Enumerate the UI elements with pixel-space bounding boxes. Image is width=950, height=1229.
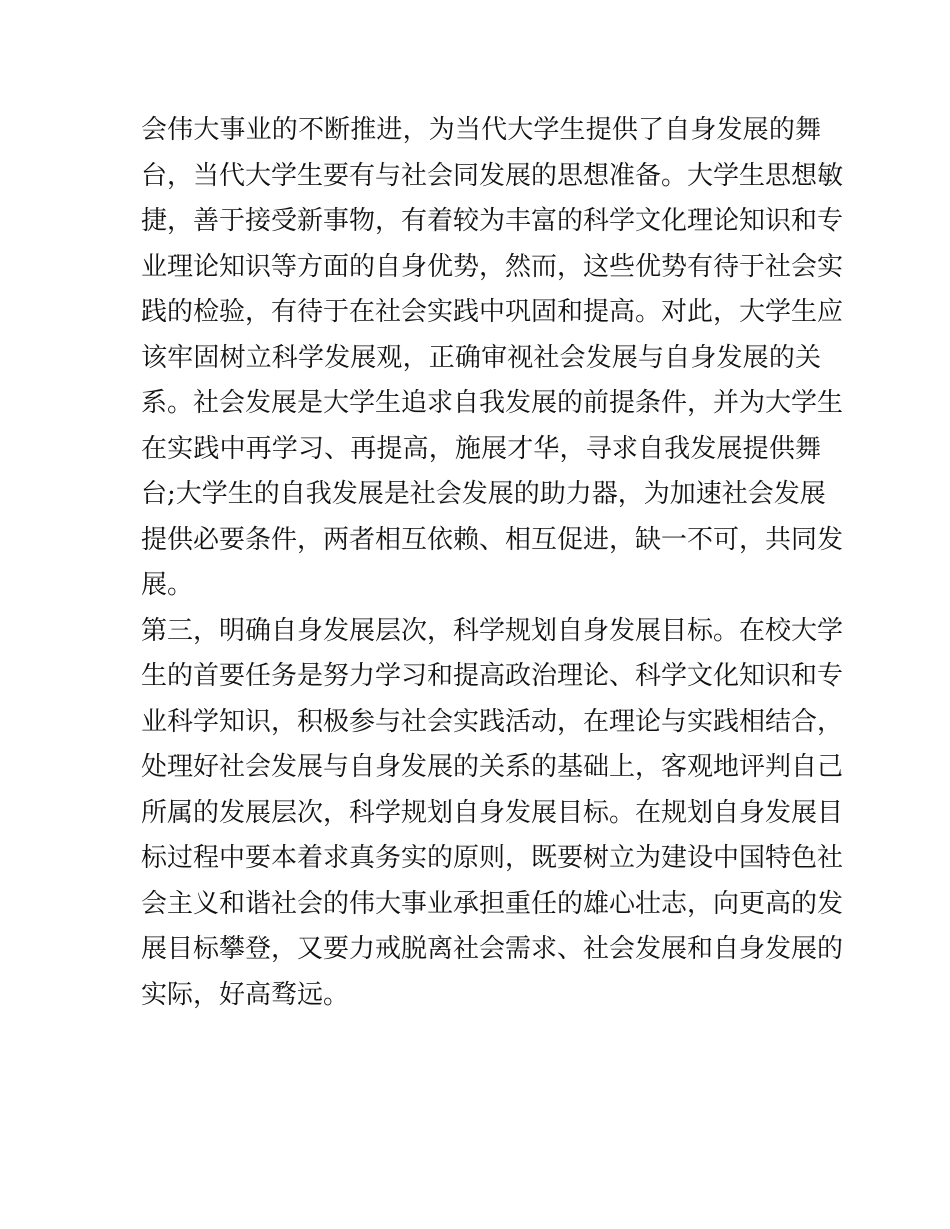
- paragraph-end-line: 实际，好高骛远。: [141, 979, 350, 1010]
- text-line: 台;大学生的自我发展是社会发展的助力器，为加速社会发展: [141, 479, 826, 509]
- paragraph-end-line: 展。: [141, 570, 194, 600]
- paragraph-start-line: 第三，明确自身发展层次，科学规划自身发展目标。在校大学: [141, 615, 844, 646]
- text-line: 践的检验，有待于在社会实践中巩固和提高。对此，大学生应: [141, 297, 844, 327]
- text-line: 标过程中要本着求真务实的原则，既要树立为建设中国特色社: [141, 843, 844, 873]
- text-line: 业理论知识等方面的自身优势，然而，这些优势有待于社会实: [141, 251, 844, 282]
- text-line: 提供必要条件，两者相互依赖、相互促进，缺一不可，共同发: [141, 524, 844, 555]
- text-line: 所属的发展层次，科学规划自身发展目标。在规划自身发展目: [141, 797, 844, 828]
- text-line: 系。社会发展是大学生追求自我发展的前提条件，并为大学生: [141, 388, 844, 418]
- text-line: 业科学知识，积极参与社会实践活动，在理论与实践相结合，: [141, 706, 844, 737]
- text-line: 会主义和谐社会的伟大事业承担重任的雄心壮志，向更高的发: [141, 888, 844, 919]
- text-line: 生的首要任务是努力学习和提高政治理论、科学文化知识和专: [141, 661, 844, 691]
- text-line: 展目标攀登，又要力戒脱离社会需求、社会发展和自身发展的: [141, 934, 844, 964]
- text-line: 处理好社会发展与自身发展的关系的基础上，客观地评判自己: [141, 752, 844, 782]
- text-line: 会伟大事业的不断推进，为当代大学生提供了自身发展的舞: [141, 115, 821, 145]
- text-line: 该牢固树立科学发展观，正确审视社会发展与自身发展的关: [141, 342, 821, 373]
- text-line: 台，当代大学生要有与社会同发展的思想准备。大学生思想敏: [141, 160, 844, 191]
- body-text: [141, 108, 844, 1018]
- text-line: 在实践中再学习、再提高，施展才华，寻求自我发展提供舞: [141, 433, 821, 464]
- text-line: 捷，善于接受新事物，有着较为丰富的科学文化理论知识和专: [141, 206, 844, 236]
